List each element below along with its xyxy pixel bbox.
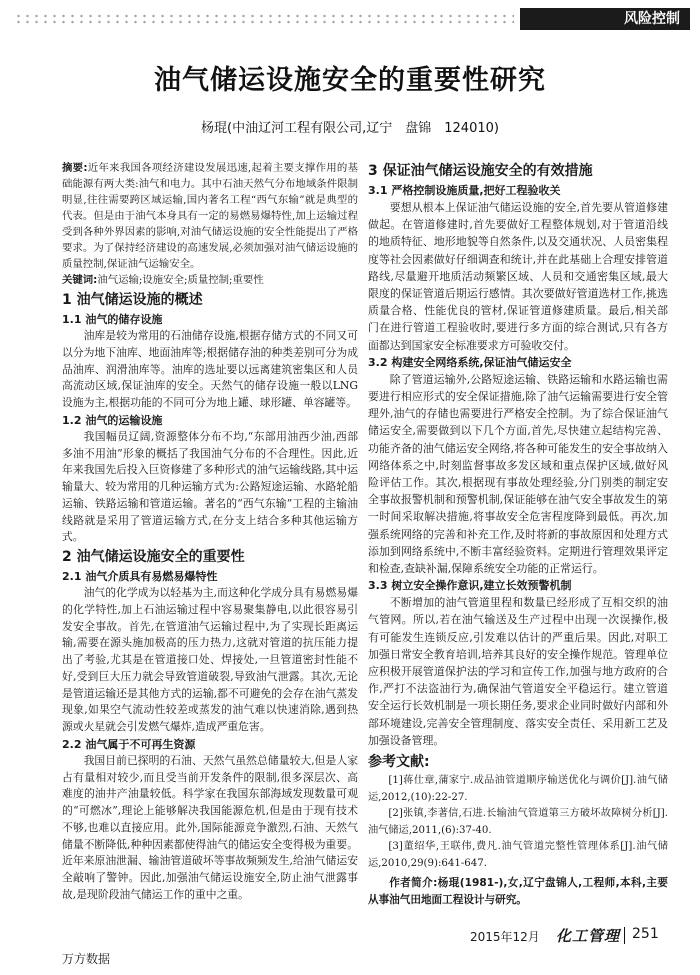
section-2-2-paragraph: 我国目前已探明的石油、天然气虽然总储量较大,但是人家占有量相对较少,而且受当前开发条件的限制,很多深层次、高难度的油井产油量较低。科学家在我国东部海域发现数量可观的“可燃冰”,理论上能够解决我国能源危机,但是由于现有技术不够,也难以直接应用。此外,国际能源竞争激烈,石油、天然气储量不断降低,种种因素都使得油气的储运安全变得极为重要。近年来原油泄漏、输油管道破坏等事故频频发生,给油气储运安全敲响了警钟。因此,加强油气储运设施安全,防止油气泄露事故,是现阶段油气储运工作的重中之重。 <box>62 753 358 901</box>
abstract-text: 近年来我国各项经济建设发展迅速,起着主要支撑作用的基础能源有两大类:油气和电力。其中石油天然气分布地域条件限制明显,往往需要跨区域运输,国内著名工程“西气东输”就是典型的代表。但是由于油气本身具有一定的易燃易爆特性,加上运输过程受到各种外界因素的影响,对油气储运设施的安全性能提出了严格要求。为了保持经济建设的高速发展,必须加强对油气储运设施的质量控制,保证油气运输安全。 <box>62 162 358 270</box>
section-3-heading: 3 保证油气储运设施安全的有效措施 <box>368 163 593 179</box>
issue-date: 2015年12月 <box>470 930 540 944</box>
section-2-1-heading: 2.1 油气介质具有易燃易爆特性 <box>62 570 218 583</box>
journal-logo: 化工管理 <box>556 927 621 945</box>
section-tag: 风险控制 <box>520 8 690 30</box>
section-1-2-heading: 1.2 油气的运输设施 <box>62 413 163 427</box>
reference-item: [1]蒋仕章,蒲家宁.成品油管道顺序输送优化与调价[J].油气储运,2012,(10):22-27. <box>368 775 668 803</box>
references-heading: 参考文献: <box>368 754 430 771</box>
keywords-label: 关键词: <box>62 274 98 286</box>
section-1-1-heading: 1.1 油气的储存设施 <box>62 313 163 326</box>
author-note <box>368 875 668 908</box>
page-number: 251 <box>632 926 659 942</box>
section-1-2-paragraph: 我国幅员辽阔,资源整体分布不均,“东部用油西少油,西部多油不用油”形象的概括了我国油气分布的不合理性。因此,近年来我国先后投入巨资修建了多种形式的油气运输线路,其中运输量大、较为常用的几种运输方式为:公路短途运输、水路轮船运输、铁路运输和管道运输。著名的“西气东输”工程的主输油线路就是采用了管道运输方式,在分支上结合多种其他运输方式。 <box>62 429 358 544</box>
footer <box>0 924 700 948</box>
author-byline: 杨琨(中油辽河工程有限公司,辽宁 盘锦 124010) <box>201 121 499 136</box>
section-2-heading: 2 油气储运设施安全的重要性 <box>62 549 245 565</box>
watermark: 万方数据 <box>62 952 111 966</box>
section-2-1-paragraph: 油气的化学成为以轻基为主,而这种化学成分具有易燃易爆的化学特性,加上石油运输过程中容易聚集静电,以此很容易引发安全事故。首先,在管道油气运输过程中,为了实现长距离运输,需要在源头施加极高的压力热力,这就对管道的抗压能力提出了考验,尤其是在管道接口处、焊接处,一旦管道密封性能不好,受到巨大压力就会导致管道破裂,导致油气泄露。其次,无论是管道运输还是其他方式的运输,都不可避免的会存在油气蒸发现象,如果空气流动性较差或蒸发的油气难以快速消除,遇到热源或火星就会引发燃气爆炸,造成严重危害。 <box>62 586 358 733</box>
author-note-text: 杨琨(1981-),女,辽宁盘锦人,工程师,本科,主要从事油气田地面工程设计与研究。 <box>368 877 668 906</box>
header-band <box>0 6 700 32</box>
author-note-label: 作者简介: <box>389 877 438 890</box>
section-1-1-paragraph: 油库是较为常用的石油储存设施,根据存储方式的不同又可以分为地下油库、地面油库等;根据储存油的种类差别可分为成品油库、润滑油库等。油库的选址要以远离建筑密集区和人员高流动区域,保证油库的安全。天然气的储存设施一般以LNG设施为主,根据功能的不同可分为地上罐、球形罐、单容罐等。 <box>62 329 358 409</box>
section-3-2-heading: 3.2 构建安全网络系统,保证油气储运安全 <box>368 355 572 369</box>
right-column <box>368 160 668 908</box>
reference-item: [3]董绍华,王联伟,费凡.油气管道完整性管理体系[J].油气储运,2010,29(9):641-647. <box>368 841 668 869</box>
keywords-text: 油气运输;设施安全;质量控制;重要性 <box>97 274 264 286</box>
keywords <box>62 272 358 288</box>
reference-item: [2]张镇,李著信,石进.长输油气管道第三方破坏故障树分析[J].油气储运,2011,(6):37-40. <box>368 808 668 836</box>
footer-divider <box>624 927 625 944</box>
left-column <box>62 160 358 904</box>
section-3-1-heading: 3.1 严格控制设施质量,把好工程验收关 <box>368 184 561 197</box>
header-dot-pattern <box>14 13 514 25</box>
section-3-3-heading: 3.3 树立安全操作意识,建立长效预警机制 <box>368 579 572 593</box>
section-1-heading: 1 油气储运设施的概述 <box>62 292 203 308</box>
article-title: 油气储运设施安全的重要性研究 <box>154 65 546 96</box>
section-3-1-paragraph: 要想从根本上保证油气储运设施的安全,首先要从管道修建做起。在管道修建时,首先要做好工程整体规划,对于管道沿线的地质特征、地形地貌等自然条件,以及交通状况、人员密集程度等社会因素做好仔细调查和统计,并在此基础上合理安排管道路线,尽量避开地质活动频繁区域、人员和交通密集区域,最大限度的保证管道后期运行感情。其次要做好管道选材工作,挑选质量合格、性能优良的管材,保证管道修建质量。最后,相关部门在进行管道工程验收时,要进行多方面的综合测试,只有各方面都达到国家安全标准要求方可验收交付。 <box>368 201 668 352</box>
section-3-2-paragraph: 除了管道运输外,公路短途运输、铁路运输和水路运输也需要进行相应形式的安全保证措施,除了油气运输需要进行安全管理外,油气的存储也需要进行严格安全控制。为了综合保证油气储运安全,需要做到以下几个方面,首先,尽快建立起结构完善、功能齐备的油气储运安全网络,将各种可能发生的安全事故纳入网络体系之中,时刻监督事故多发区域和重点保护区域,做好风险评估工作。其次,根据现有事故处理经验,分门别类的制定安全事故报警机制和预警机制,保证能够在油气安全事故发生的第一时间采取解决措施,将事故安全危害程度降到最低。再次,加强系统网络的完善和补充工作,及时将新的事故原因和处理方式添加到网络系统中,不断丰富经验资料。定期进行管理效果评定和检查,查缺补漏,保障系统安全功能的正常运行。 <box>368 372 668 576</box>
abstract <box>62 160 358 272</box>
section-2-2-heading: 2.2 油气属于不可再生资源 <box>62 737 196 751</box>
abstract-label: 摘要: <box>62 162 88 174</box>
section-3-3-paragraph: 不断增加的油气管道里程和数量已经形成了互相交织的油气管网。所以,若在油气输送及生产过程中出现一次误操作,极有可能发生连锁反应,引发难以估计的严重后果。因此,对职工加强日常安全教育培训,培养其良好的安全操作规范。管理单位应积极开展管道保护法的学习和宣传工作,加强与地方政府的合作,严打不法盗油行为,确保油气管道安全平稳运行。建立管道安全运行长效机制是一项长期任务,要求企业同时做好内部和外部环境建设,完善安全管理制度、落实安全责任、采用新工艺及加强设备管理。 <box>368 596 668 747</box>
